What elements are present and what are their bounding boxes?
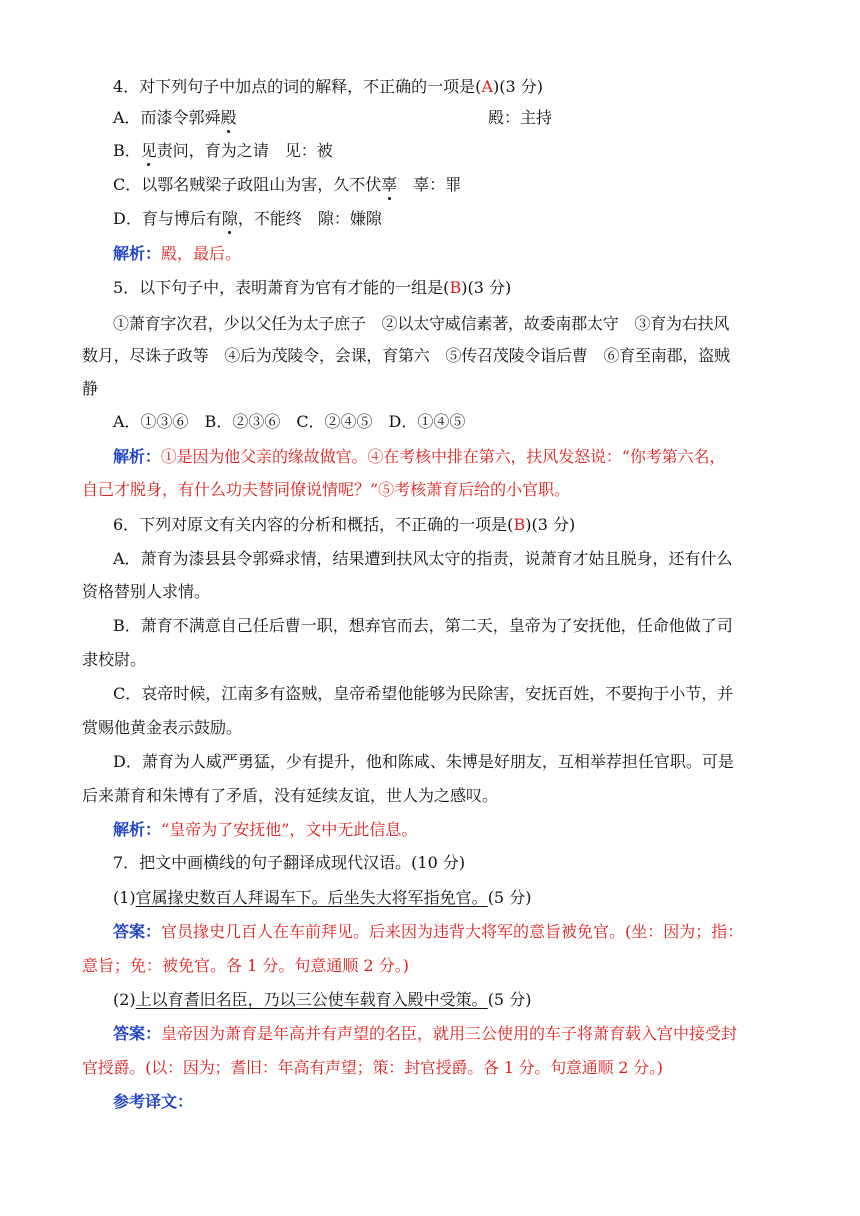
dotted-word: 殿	[220, 108, 237, 127]
q6-option-a-line1: A．萧育为漆县县令郭舜求情，结果遭到扶风太守的指责，说萧育才姑且脱身，还有什么	[113, 549, 733, 568]
reference-translation-label: 参考译文：	[113, 1092, 194, 1111]
answer-label: 答案：	[113, 922, 162, 941]
q5-answer: B	[449, 278, 462, 297]
q7-sentence-1: (1)官属掾史数百人拜谒车下。后坐失大将军指免官。(5 分)	[113, 888, 532, 907]
q6-answer: B	[513, 515, 526, 534]
q4-answer: A	[481, 77, 493, 96]
dotted-word: 隙	[221, 209, 238, 228]
q6-stem: 6．下列对原文有关内容的分析和概括，不正确的一项是(B)(3 分)	[113, 515, 576, 534]
q6-option-a-line2: 资格替别人求情。	[82, 582, 211, 601]
q6-option-c-line1: C．哀帝时候，江南多有盗贼，皇帝希望他能够为民除害，安抚百姓，不要拘于小节，并	[113, 684, 734, 703]
q4-option-d: D．育与博后有隙，不能终 隙：嫌隙	[113, 209, 382, 228]
q5-sentences-line2: 数月，尽诛子政等 ④后为茂陵令，会课，育第六 ⑤传召茂陵令诣后曹 ⑥育至南郡，盗贼	[82, 346, 730, 365]
analysis-label: 解析：	[113, 244, 162, 263]
q7-answer-2-line1: 答案：皇帝因为萧育是年高并有声望的名臣，就用三公使用的车子将萧育载入宫中接受封	[113, 1024, 738, 1043]
q5-stem: 5．以下句子中，表明萧育为官有才能的一组是(B)(3 分)	[113, 278, 512, 297]
q6-option-d-line2: 后来萧育和朱博有了矛盾，没有延续友谊，世人为之感叹。	[82, 786, 499, 805]
dotted-word: 见	[140, 141, 157, 160]
answer-label: 答案：	[113, 1024, 162, 1043]
q5-sentences-line3: 静	[82, 379, 99, 398]
q6-analysis: 解析：“皇帝为了安抚他”，文中无此信息。	[113, 820, 418, 839]
q7-answer-1-line1: 答案：官员掾史几百人在车前拜见。后来因为违背大将军的意旨被免官。(坐：因为；指：	[113, 922, 744, 941]
q4-analysis: 解析：殿，最后。	[113, 244, 242, 263]
q4-option-a: A．而漆令郭舜殿 殿：主持	[113, 108, 553, 127]
analysis-label: 解析：	[113, 820, 162, 839]
q4-stem: 4．对下列句子中加点的词的解释，不正确的一项是(A)(3 分)	[113, 77, 543, 96]
analysis-label: 解析：	[113, 447, 161, 466]
q5-options: A．①③⑥ B．②③⑥ C．②④⑤ D．①④⑤	[113, 412, 466, 431]
q6-option-d-line1: D．萧育为人威严勇猛，少有提升，他和陈咸、朱博是好朋友，互相举荐担任官职。可是	[113, 752, 734, 771]
q6-option-b-line1: B．萧育不满意自己任后曹一职，想弃官而去，第二天，皇帝为了安抚他，任命他做了司	[113, 616, 733, 635]
q4-option-b: B．见责问，育为之请 见：被	[113, 141, 333, 160]
dotted-word: 辜	[381, 175, 398, 194]
underlined-sentence: 官属掾史数百人拜谒车下。后坐失大将军指免官。	[135, 888, 488, 907]
q5-sentences-line1: ①萧育字次君，少以父任为太子庶子 ②以太守威信素著，故委南郡太守 ③育为右扶风	[113, 314, 730, 333]
q7-answer-1-line2: 意旨；免：被免官。各 1 分。句意通顺 2 分。)	[82, 956, 409, 975]
q4-option-c: C．以鄂名贼梁子政阻山为害，久不伏辜 辜：罪	[113, 175, 462, 194]
q7-stem: 7．把文中画横线的句子翻译成现代汉语。(10 分)	[113, 853, 466, 872]
q6-option-b-line2: 隶校尉。	[82, 650, 147, 669]
q5-analysis-line2: 自己才脱身，有什么功夫替同僚说情呢？”⑤考核萧育后给的小官职。	[82, 480, 571, 499]
underlined-sentence: 上以育耆旧名臣，乃以三公使车载育入殿中受策。	[135, 990, 488, 1009]
q7-answer-2-line2: 官授爵。(以：因为；耆旧：年高有声望；策：封官授爵。各 1 分。句意通顺 2 分。)	[82, 1058, 663, 1077]
q7-sentence-2: (2)上以育耆旧名臣，乃以三公使车载育入殿中受策。(5 分)	[113, 990, 532, 1009]
q6-option-c-line2: 赏赐他黄金表示鼓励。	[82, 718, 243, 737]
q5-analysis-line1: 解析：①是因为他父亲的缘故做官。④在考核中排在第六，扶风发怒说：“你考第六名，	[113, 447, 726, 466]
